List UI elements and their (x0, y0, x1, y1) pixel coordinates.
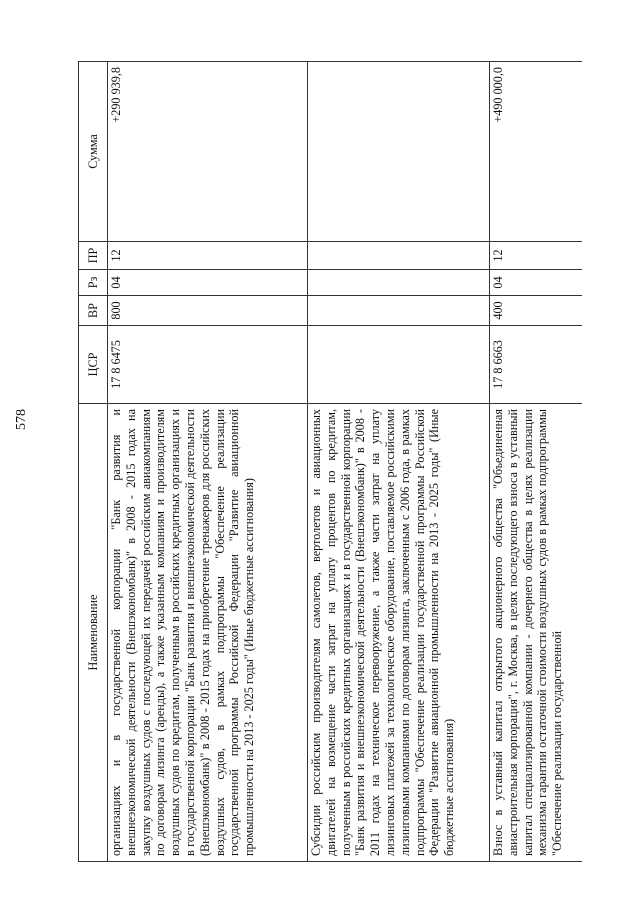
header-name: Наименование (79, 404, 108, 862)
row-pr-cell: 12 (490, 242, 582, 270)
row-vr-cell: 400 (490, 296, 582, 326)
header-rz: Рз (79, 270, 108, 296)
header-csr: ЦСР (79, 326, 108, 404)
row-name-cell: организациях и в государственной корпорации "Банк развития и внешнеэкономической деятельности (Внешэкономбанк)" в 2008 - 2015 годах на закупку воздушных судов с последующей их передачей российским авиакомпаниям по договорам лизинга (аренды), а также указанным компаниям и производителям воздушных судов по кредитам, полученным в российских кредитных организациях и в государственной корпорации "Банк развития и внешнеэкономической деятельности (Внешэкономбанк)" в 2008 - 2015 годах на приобретение тренажеров для российских воздушных судов, в рамках подпрограммы "Обеспечение реализации государственной программы Российской Федерации "Развитие авиационной промышленности на 2013 - 2025 годы" (Иные бюджетные ассигнования) (108, 404, 308, 862)
header-pr: ПР (79, 242, 108, 270)
table-row (308, 62, 490, 862)
page-number: 578 (14, 409, 29, 430)
table-header-row (79, 62, 108, 862)
row-vr-cell: 800 (108, 296, 308, 326)
header-sum: Сумма (79, 62, 108, 242)
row-rz-cell: 04 (108, 270, 308, 296)
row-sum-cell: +490 000,0 (490, 62, 582, 242)
row-name-cell: Субсидии российским производителям самолетов, вертолетов и авиационных двигателей на возмещение части затрат на уплату процентов по кредитам, полученным в российских кредитных организациях и в государственной корпорации "Банк развития и внешнеэкономической деятельности (Внешэкономбанк)" в 2008 - 2011 годах на техническое перевооружение, а также части затрат на уплату лизинговых платежей за технологическое оборудование, поставляемое российскими лизинговыми компаниями по договорам лизинга, заключенным с 2006 года, в рамках подпрограммы "Обеспечение реализации государственной программы Российской Федерации "Развитие авиационной промышленности на 2013 - 2025 годы" (Иные бюджетные ассигнования) (308, 404, 490, 862)
budget-table (78, 61, 582, 862)
row-sum-cell: +290 939,8 (108, 62, 308, 242)
row-vr-cell (308, 296, 490, 326)
header-vr: ВР (79, 296, 108, 326)
row-pr-cell: 12 (108, 242, 308, 270)
row-pr-cell (308, 242, 490, 270)
row-csr-cell: 17 8 6663 (490, 326, 582, 404)
table-row (490, 62, 582, 862)
row-rz-cell: 04 (490, 270, 582, 296)
row-sum-cell (308, 62, 490, 242)
row-csr-cell: 17 8 6475 (108, 326, 308, 404)
table-row (108, 62, 308, 862)
row-rz-cell (308, 270, 490, 296)
rotated-page-frame (78, 62, 598, 862)
row-name-cell: Взнос в уставный капитал открытого акционерного общества "Объединенная авиастроительная корпорация", г. Москва, в целях последующего взноса в уставный капитал специализированной компании - дочернего общества в целях реализации механизма гарантии остаточной стоимости воздушных судов в рамках подпрограммы "Обеспечение реализации государственной (490, 404, 582, 862)
row-csr-cell (308, 326, 490, 404)
